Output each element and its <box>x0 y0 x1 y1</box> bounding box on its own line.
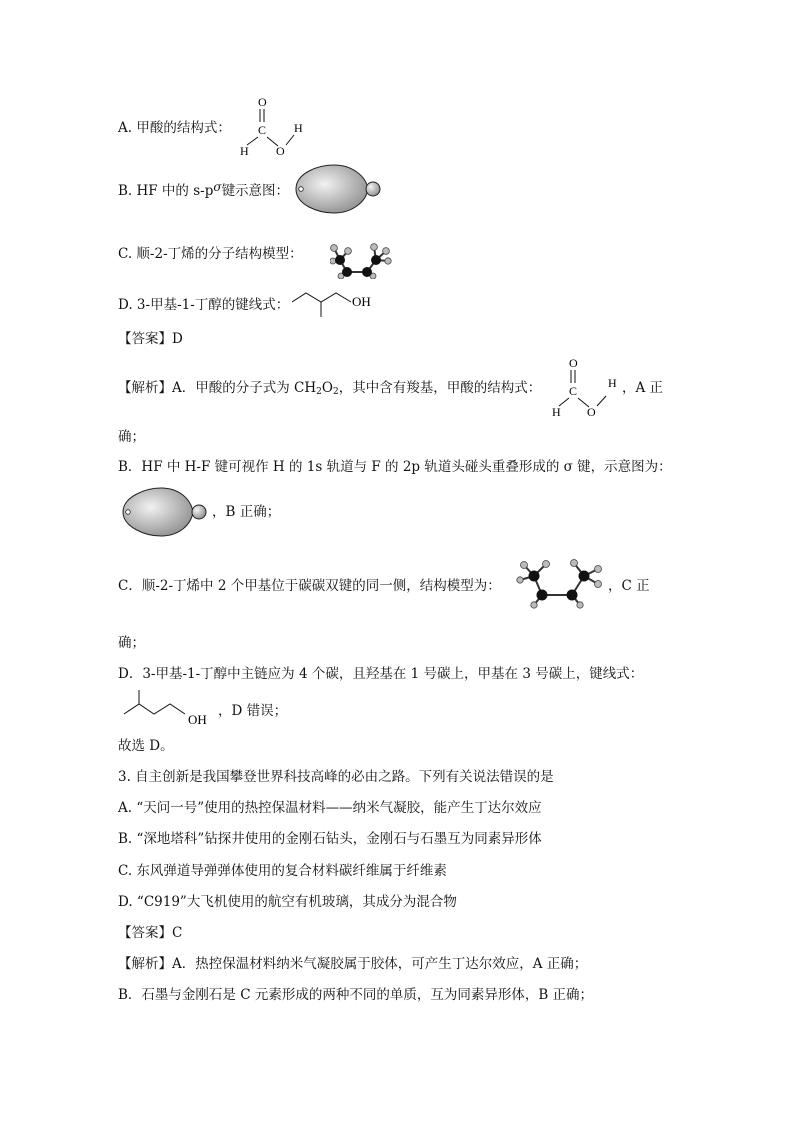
atom-oh: OH <box>352 294 371 309</box>
q3-stem: 3. 自主创新是我国攀登世界科技高峰的必由之路。下列有关说法错误的是 <box>118 769 554 785</box>
q2-explanation-c-cont: 确； <box>118 635 145 651</box>
atom-o2: O <box>276 144 285 158</box>
3-methyl-1-butanol-skeletal-d <box>292 282 392 320</box>
q2-explanation-a-tail: ，A 正 <box>622 380 664 396</box>
svg-text:O: O <box>587 405 596 419</box>
cis-2-butene-model-c <box>330 227 394 279</box>
q2-option-d: D. 3-甲基-1-丁醇的键线式： <box>118 297 290 313</box>
q2-explanation-a: 【解析】A．甲酸的分子式为 $CH_2O_2$，其中含有羧基，甲酸的结构式： <box>118 380 542 397</box>
q2-explanation-d: D．3-甲基-1-丁醇中主链应为 4 个碳，且羟基在 1 号碳上，甲基在 3 号碳上，键线式： <box>118 666 644 682</box>
q3-option-b: B. “深地塔科”钻探井使用的金刚石钻头，金刚石与石墨互为同素异形体 <box>118 831 542 847</box>
hf-sp-sigma-diagram-b <box>290 162 386 218</box>
q2-option-a: A. 甲酸的结构式： <box>118 120 231 136</box>
q2-explanation-a-cont: 确； <box>118 429 145 445</box>
svg-text:H: H <box>608 376 617 390</box>
svg-text:OH: OH <box>188 712 207 727</box>
svg-text:O: O <box>569 356 578 370</box>
atom-h: H <box>240 144 249 158</box>
q2-explanation-b: B．HF 中 H-F 键可视作 H 的 1s 轨道与 F 的 2p 轨道头碰头重叠形成的 σ 键，示意图为： <box>118 459 672 475</box>
q2-option-b-post: 键示意图： <box>221 183 290 199</box>
q3-option-d: D. “C919”大飞机使用的航空有机玻璃，其成分为混合物 <box>118 894 457 910</box>
hf-sp-sigma-diagram-explanation <box>117 486 213 540</box>
q2-explanation-d-tail: ，D 错误； <box>218 703 288 719</box>
q3-explanation-a: 【解析】A．热控保温材料纳米气凝胶属于胶体，可产生丁达尔效应，A 正确； <box>118 956 588 972</box>
q2-explanation-b-tail: ，B 正确； <box>212 504 281 520</box>
atom-c: C <box>258 123 267 137</box>
formic-acid-structure-a <box>234 94 314 158</box>
3-methyl-1-butanol-skeletal-explanation <box>118 688 218 728</box>
q3-option-a: A. “天问一号”使用的热控保温材料——纳米气凝胶，能产生丁达尔效应 <box>118 800 542 816</box>
q3-answer: 【答案】C <box>118 925 183 941</box>
q2-option-c: C. 顺-2-丁烯的分子结构模型： <box>118 246 303 262</box>
atom-h2: H <box>294 121 303 135</box>
svg-text:H: H <box>552 405 561 419</box>
atom-o: O <box>258 95 267 109</box>
q2-explanation-c-tail: ，C 正 <box>608 578 650 594</box>
q2-conclusion: 故选 D。 <box>118 738 174 754</box>
q2-option-b-pre: B. HF 中的 s-p <box>118 183 214 199</box>
sigma-symbol: σ <box>213 180 222 194</box>
q2-explanation-c: C．顺-2-丁烯中 2 个甲基位于碳碳双键的同一侧，结构模型为： <box>118 578 501 594</box>
q2-option-b <box>118 182 289 200</box>
q3-option-c: C. 东风弹道导弹弹体使用的复合材料碳纤维属于纤维素 <box>118 863 447 879</box>
q2-answer: 【答案】D <box>118 331 183 347</box>
svg-text:C: C <box>569 384 578 398</box>
q3-explanation-b: B．石墨与金刚石是 C 元素形成的两种不同的单质，互为同素异形体，B 正确； <box>118 987 594 1003</box>
cis-2-butene-model-explanation <box>512 556 608 612</box>
formic-acid-structure-explanation <box>542 355 622 419</box>
